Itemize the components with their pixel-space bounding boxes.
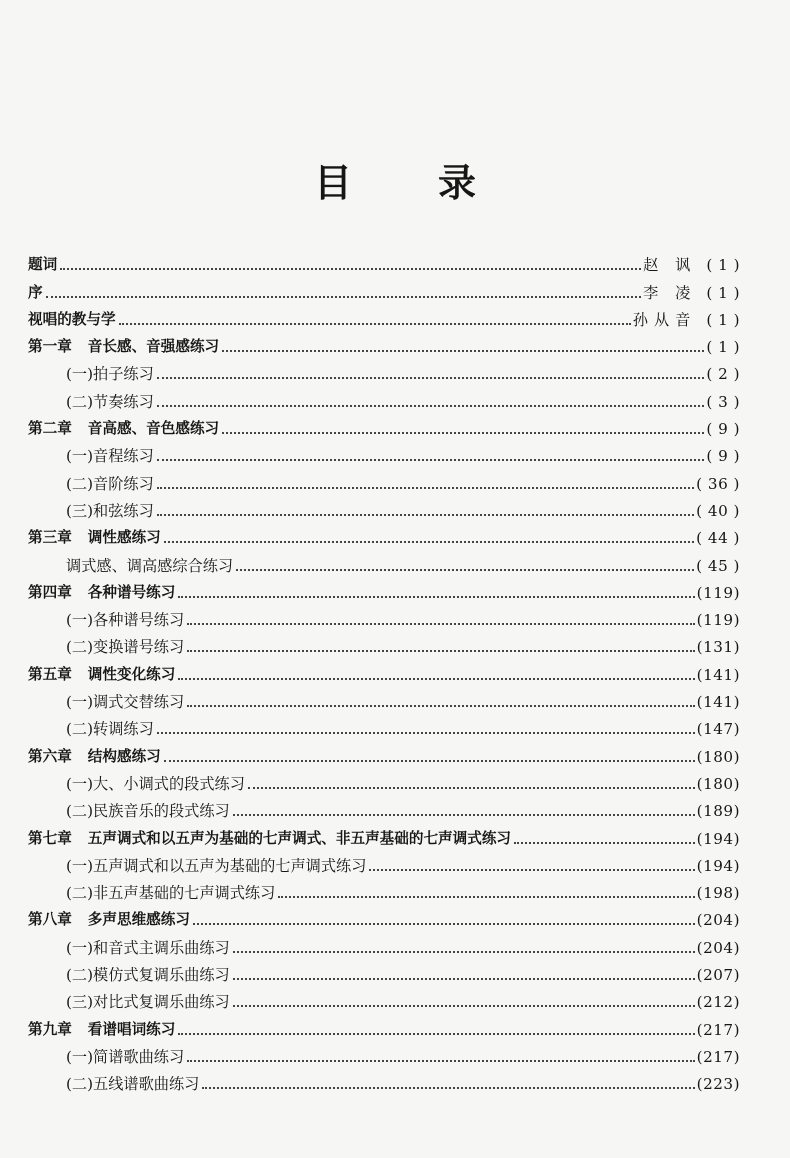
- toc-section-label: (一)大、小调式的段式练习: [66, 774, 245, 793]
- leader-dots: [233, 950, 695, 953]
- toc-page-number: (223): [696, 1075, 740, 1094]
- toc-page-number: (119): [696, 611, 740, 630]
- leader-dots: [187, 622, 694, 625]
- toc-chapter-row[interactable]: [28, 656, 740, 683]
- chapter-title: 调性感练习: [87, 529, 161, 547]
- leader-dots: [187, 649, 694, 652]
- leader-dots: [233, 1004, 695, 1007]
- toc-page-number: ( 1 ): [706, 256, 740, 275]
- toc-page-number: (217): [696, 1047, 740, 1066]
- leader-dots: [157, 731, 695, 734]
- chapter-number: 第五章: [28, 665, 72, 683]
- toc-entry-label: 视唱的教与学: [28, 310, 116, 328]
- chapter-number: 第四章: [28, 583, 72, 601]
- leader-dots: [164, 759, 695, 762]
- toc-page-number: ( 1 ): [706, 310, 740, 329]
- toc-chapter-heading: [28, 830, 511, 848]
- toc-section-label: (一)各种谱号练习: [66, 611, 185, 630]
- toc-page-number: (204): [696, 911, 740, 930]
- toc-page-number: (131): [696, 638, 740, 657]
- toc-page-number: (180): [696, 774, 740, 793]
- chapter-number: 第六章: [28, 747, 72, 765]
- toc-chapter-heading: [28, 529, 161, 547]
- toc-page-number: ( 36 ): [696, 474, 740, 493]
- toc-section-label: (二)模仿式复调乐曲练习: [66, 966, 230, 985]
- toc-chapter-row[interactable]: [28, 1011, 740, 1038]
- leader-dots: [178, 1032, 694, 1035]
- leader-dots: [178, 595, 694, 598]
- leader-dots: [157, 376, 705, 379]
- toc-section-label: (二)变换谱号练习: [66, 638, 185, 657]
- leader-dots: [278, 895, 694, 898]
- toc-section-row[interactable]: [28, 957, 740, 984]
- toc-section-row[interactable]: [28, 984, 740, 1011]
- toc-section-row[interactable]: [28, 793, 740, 820]
- toc-page-number: ( 1 ): [706, 338, 740, 357]
- chapter-title: 看谱唱词练习: [87, 1020, 176, 1038]
- toc-chapter-row[interactable]: [28, 329, 740, 356]
- toc-section-label: (三)对比式复调乐曲练习: [66, 993, 230, 1012]
- toc-page-number: ( 9 ): [706, 447, 740, 466]
- toc-section-label: (二)非五声基础的七声调式练习: [66, 884, 276, 903]
- toc-section-row[interactable]: [28, 711, 740, 738]
- toc-chapter-row[interactable]: [28, 575, 740, 602]
- toc-section-label: (二)转调练习: [66, 720, 154, 739]
- toc-section-row[interactable]: [28, 356, 740, 383]
- toc-section-row[interactable]: [28, 629, 740, 656]
- chapter-number: 第二章: [28, 420, 72, 438]
- toc-page-number: (194): [696, 829, 740, 848]
- chapter-title: 结构感练习: [87, 747, 161, 765]
- toc-page-number: (217): [696, 1020, 740, 1039]
- leader-dots: [60, 267, 641, 270]
- leader-dots: [119, 322, 631, 325]
- toc-page-number: (180): [696, 747, 740, 766]
- toc-chapter-heading: [28, 666, 175, 684]
- toc-entry-label: 序: [28, 283, 43, 301]
- leader-dots: [157, 486, 694, 489]
- leader-dots: [157, 458, 705, 461]
- leader-dots: [164, 540, 694, 543]
- toc-section-label: (一)音程练习: [66, 447, 154, 466]
- toc-section-row[interactable]: [28, 547, 740, 574]
- toc-chapter-heading: [28, 420, 219, 438]
- chapter-title: 多声思维感练习: [87, 911, 190, 929]
- leader-dots: [46, 295, 642, 298]
- toc-section-label: (二)节奏练习: [66, 392, 154, 411]
- leader-dots: [187, 704, 694, 707]
- toc-page-number: (198): [696, 884, 740, 903]
- toc-section-row[interactable]: [28, 1066, 740, 1093]
- toc-page-number: (119): [696, 583, 740, 602]
- toc-chapter-row[interactable]: [28, 738, 740, 765]
- chapter-number: 第八章: [28, 911, 72, 929]
- toc-chapter-heading: [28, 911, 190, 929]
- toc-section-row[interactable]: [28, 929, 740, 956]
- toc-entry-author: 李 凌: [643, 283, 697, 302]
- chapter-title: 调性变化练习: [87, 665, 176, 683]
- leader-dots: [514, 841, 695, 844]
- toc-page-number: ( 45 ): [696, 556, 740, 575]
- leader-dots: [236, 568, 694, 571]
- chapter-number: 第九章: [28, 1020, 72, 1038]
- toc-entry-author: 赵 讽: [643, 256, 697, 275]
- toc-page-number: (212): [696, 993, 740, 1012]
- toc-page-number: ( 40 ): [696, 501, 740, 520]
- toc-chapter-heading: [28, 1021, 175, 1039]
- toc-chapter-heading: [28, 338, 219, 356]
- toc-chapter-row[interactable]: [28, 820, 740, 847]
- leader-dots: [222, 431, 704, 434]
- toc-entry-author: 孙从音: [632, 310, 697, 329]
- toc-section-row[interactable]: [28, 875, 740, 902]
- chapter-number: 第七章: [28, 829, 72, 847]
- chapter-title: 音长感、音强感练习: [87, 338, 220, 356]
- toc-page-number: ( 3 ): [706, 392, 740, 411]
- toc-page-number: (207): [696, 966, 740, 985]
- leader-dots: [193, 922, 695, 925]
- toc-page-number: ( 1 ): [706, 283, 740, 302]
- title-char: 录: [438, 161, 477, 205]
- leader-dots: [178, 677, 694, 680]
- toc-front-matter-row[interactable]: [28, 302, 740, 329]
- toc-section-row[interactable]: [28, 602, 740, 629]
- toc-entry-label: 题词: [28, 256, 58, 274]
- leader-dots: [369, 868, 694, 871]
- toc-section-label: (二)五线谱歌曲练习: [66, 1075, 200, 1094]
- toc-chapter-row[interactable]: [28, 520, 740, 547]
- toc-section-label: (一)五声调式和以五声为基础的七声调式练习: [66, 856, 367, 875]
- toc-page-number: ( 44 ): [696, 529, 740, 548]
- leader-dots: [157, 513, 694, 516]
- toc-page-number: (189): [696, 802, 740, 821]
- toc-front-matter-row[interactable]: [28, 274, 740, 301]
- toc-section-label: (一)简谱歌曲练习: [66, 1047, 185, 1066]
- toc-page-number: (194): [696, 856, 740, 875]
- leader-dots: [187, 1059, 694, 1062]
- leader-dots: [157, 404, 705, 407]
- toc-chapter-row[interactable]: [28, 902, 740, 929]
- toc-section-row[interactable]: [28, 383, 740, 410]
- table-of-contents: [28, 247, 740, 1093]
- toc-section-row[interactable]: [28, 848, 740, 875]
- toc-section-row[interactable]: [28, 465, 740, 492]
- toc-page-number: (141): [696, 693, 740, 712]
- title-char: 目: [313, 161, 352, 205]
- toc-section-label: 调式感、调高感综合练习: [66, 556, 234, 575]
- leader-dots: [248, 786, 695, 789]
- toc-section-label: (二)民族音乐的段式练习: [66, 802, 230, 821]
- toc-front-matter-row[interactable]: [28, 247, 740, 274]
- toc-section-label: (一)和音式主调乐曲练习: [66, 938, 230, 957]
- leader-dots: [233, 813, 695, 816]
- toc-section-row[interactable]: [28, 493, 740, 520]
- page-title: [0, 152, 790, 207]
- toc-section-row[interactable]: [28, 684, 740, 711]
- toc-section-row[interactable]: [28, 766, 740, 793]
- chapter-number: 第一章: [28, 338, 72, 356]
- chapter-title: 音高感、音色感练习: [87, 420, 220, 438]
- toc-page-number: (204): [696, 938, 740, 957]
- leader-dots: [222, 349, 704, 352]
- toc-chapter-heading: [28, 584, 175, 602]
- toc-page-number: ( 2 ): [706, 365, 740, 384]
- toc-page-number: ( 9 ): [706, 420, 740, 439]
- chapter-title: 各种谱号练习: [87, 583, 176, 601]
- leader-dots: [202, 1086, 694, 1089]
- toc-section-label: (二)音阶练习: [66, 474, 154, 493]
- toc-page-number: (147): [696, 720, 740, 739]
- leader-dots: [233, 977, 695, 980]
- toc-chapter-heading: [28, 748, 161, 766]
- toc-section-label: (一)拍子练习: [66, 365, 154, 384]
- toc-page-number: (141): [696, 665, 740, 684]
- chapter-number: 第三章: [28, 529, 72, 547]
- toc-section-row[interactable]: [28, 438, 740, 465]
- toc-section-row[interactable]: [28, 1039, 740, 1066]
- toc-section-label: (三)和弦练习: [66, 501, 154, 520]
- toc-section-label: (一)调式交替练习: [66, 693, 185, 712]
- toc-chapter-row[interactable]: [28, 411, 740, 438]
- chapter-title: 五声调式和以五声为基础的七声调式、非五声基础的七声调式练习: [87, 829, 512, 847]
